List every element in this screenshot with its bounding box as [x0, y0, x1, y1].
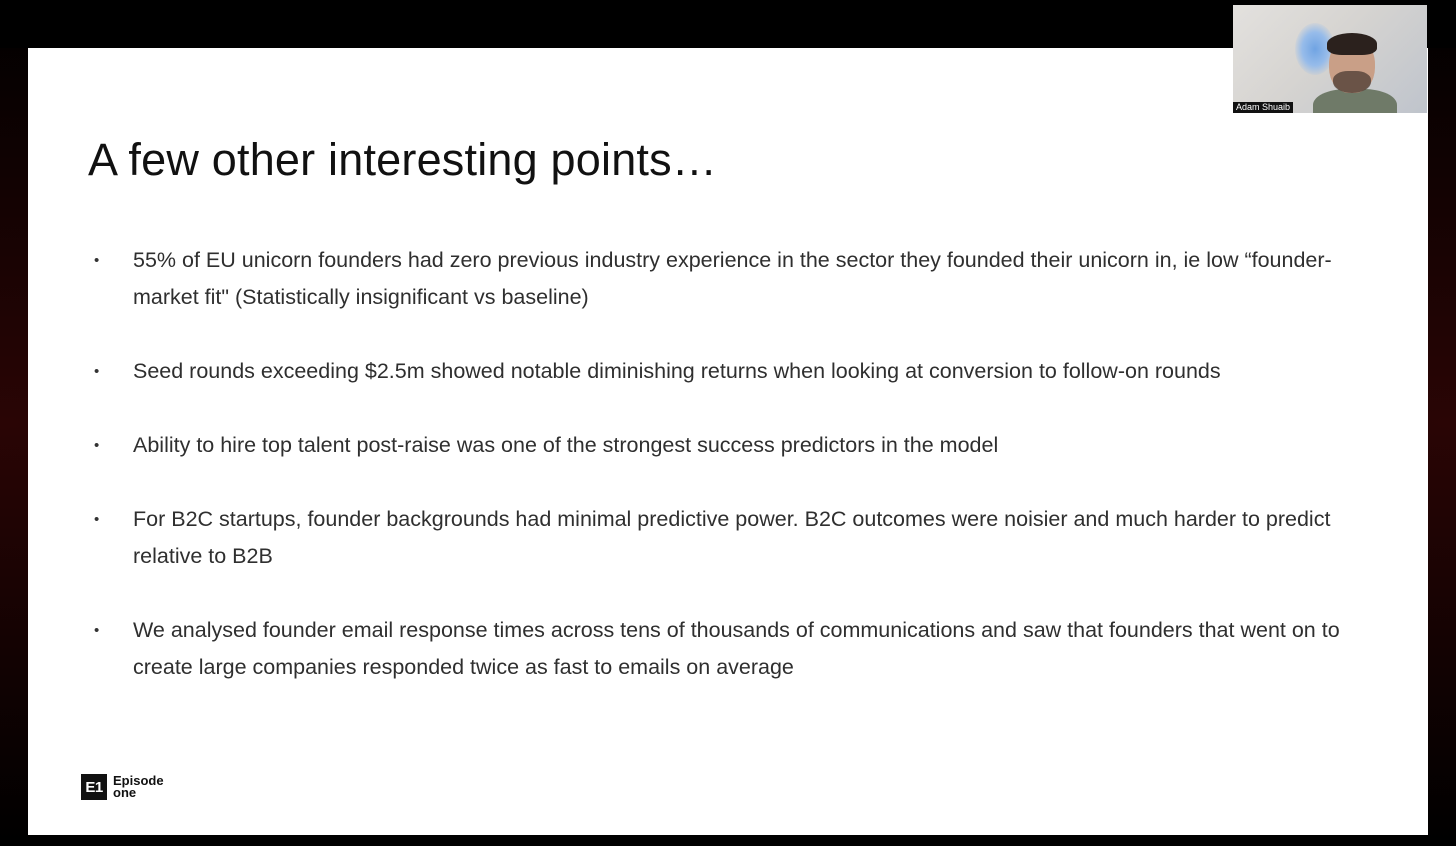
bullet-icon: • [94, 622, 100, 639]
bullet-text: We analysed founder email response times across tens of thousands of communications and saw that founders that went on to create large companies responded twice as fast to emails on average [133, 618, 1340, 679]
bullet-item [94, 242, 1384, 316]
logo-text-line2: one [113, 785, 137, 800]
bullet-icon: • [94, 363, 100, 380]
bullet-item [94, 612, 1384, 686]
slide-title: A few other interesting points… [88, 134, 718, 185]
person-beard [1333, 71, 1371, 93]
bullet-icon: • [94, 252, 100, 269]
logo-mark: E1 [81, 774, 107, 800]
bullet-text: 55% of EU unicorn founders had zero previous industry experience in the sector they founded their unicorn in, ie low “founder-market fit" (Statistically insignificant vs baseline) [133, 248, 1332, 309]
bullet-icon: • [94, 511, 100, 528]
logo-text-line1: Episode [113, 773, 164, 788]
bullet-item [94, 427, 1384, 464]
logo-wordmark [113, 775, 164, 799]
bullet-item [94, 501, 1384, 575]
participant-video-feed [1321, 31, 1393, 113]
bullet-text: For B2C startups, founder backgrounds had minimal predictive power. B2C outcomes were noisier and much harder to predict relative to B2B [133, 507, 1331, 568]
bullet-list [94, 242, 1384, 723]
episode-one-logo [81, 772, 164, 802]
participant-name-label: Adam Shuaib [1233, 102, 1293, 113]
participant-video-tile[interactable] [1233, 5, 1427, 113]
bullet-item [94, 353, 1384, 390]
person-hair [1327, 33, 1377, 55]
bullet-icon: • [94, 437, 100, 454]
presentation-slide [28, 48, 1428, 835]
bullet-text: Ability to hire top talent post-raise was one of the strongest success predictors in the model [133, 433, 999, 457]
bullet-text: Seed rounds exceeding $2.5m showed notable diminishing returns when looking at conversion to follow-on rounds [133, 359, 1221, 383]
